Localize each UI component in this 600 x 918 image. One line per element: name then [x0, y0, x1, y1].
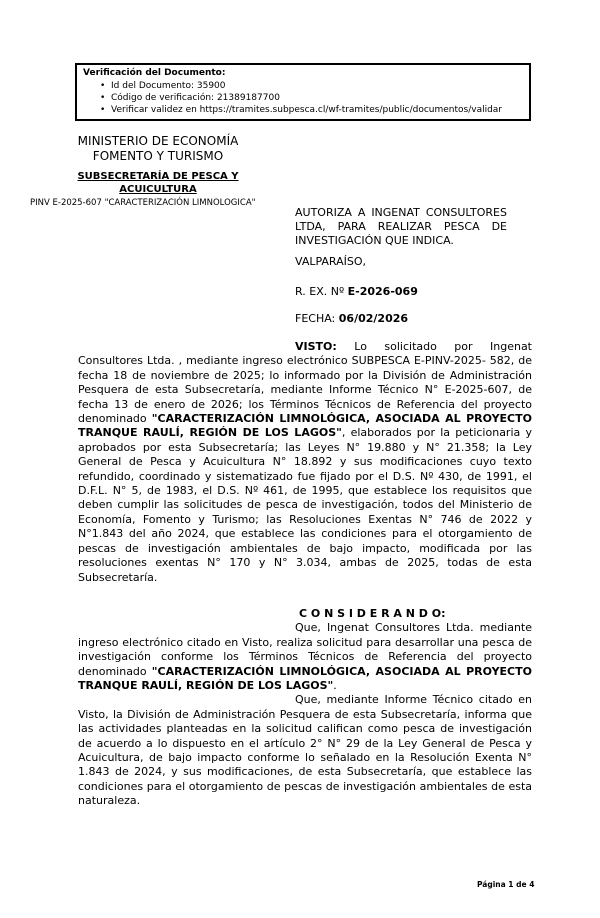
- considerando-heading: C O N S I D E R A N D O:: [299, 606, 446, 620]
- page-number: Página 1 de 4: [477, 880, 535, 889]
- resolution-number-value: E-2026-069: [347, 285, 418, 298]
- agency-name: [30, 170, 286, 196]
- visto-text: Lo solicitado por Ingenat Consultores Ltda. , mediante ingreso electrónico SUBPESCA E-PINV-2025- 582, de fecha 18 de noviembre de 2025; lo informado por la División de Administración Pesquera de esta Subsecretaría, mediante Informe Técnico N° E-2025-607, de fecha 13 de enero de 2026; los Términos Técnicos de Referencia del proyecto denominado: [78, 340, 532, 426]
- agency-line-2: ACUICULTURA: [119, 184, 197, 195]
- visto-project-title: "CARACTERIZACIÓN LIMNOLÓGICA, ASOCIADA AL PROYECTO TRANQUE RAULÍ, REGIÓN DE LOS LAGOS": [78, 412, 532, 440]
- resolution-body: [78, 340, 532, 809]
- verification-item-code: • Código de verificación: 21389187700: [83, 92, 523, 104]
- paragraph-1-text: Que, Ingenat Consultores Ltda. mediante ingreso electrónico citado en Visto, realiza solicitud para desarrollar una pesca de investigación conforme los Términos Técnicos de Referencia del proyecto denominado: [78, 621, 532, 678]
- city-line: VALPARAÍSO,: [295, 255, 367, 268]
- verification-list: [83, 80, 523, 116]
- agency-line-1: SUBSECRETARÍA DE PESCA Y: [77, 171, 239, 182]
- resolution-number-label: R. EX. Nº: [295, 285, 348, 298]
- verification-item-url: • Verificar validez en https://tramites.subpesca.cl/wf-tramites/public/documentos/validar: [83, 104, 523, 116]
- date-value: 06/02/2026: [338, 312, 409, 325]
- ministry-line-2: FOMENTO Y TURISMO: [92, 149, 224, 163]
- considerando-paragraph-1: [78, 621, 532, 693]
- visto-paragraph: [78, 340, 532, 585]
- visto-label: VISTO:: [295, 340, 337, 353]
- verification-title: Verificación del Documento:: [83, 68, 226, 78]
- ministry-line-1: MINISTERIO DE ECONOMÍA: [77, 134, 239, 148]
- resolution-date-line: [295, 312, 408, 325]
- paragraph-1-project-title: "CARACTERIZACIÓN LIMNOLÓGICA, ASOCIADA AL PROYECTO TRANQUE RAULÍ, REGIÓN DE LOS LAGOS": [78, 664, 532, 692]
- project-reference: PINV E-2025-607 "CARACTERIZACIÓN LIMNOLOGICA": [30, 198, 256, 208]
- verification-item-document-id: • Id del Documento: 35900: [83, 80, 523, 92]
- ministry-header: [30, 134, 286, 196]
- visto-text-continued: , elaborados por la peticionaria y aprobados por esta Subsecretaría; las Leyes N° 19.880 y N° 21.358; la Ley General de Pesca y Acuicultura N° 18.892 y sus modificaciones cuyo texto refundido, coordinado y sistematizado fue fijado por el D.S. Nº 430, de 1991, el D.F.L. N° 5, de 1983, el D.S. Nº 461, de 1995, que establece los requisitos que deben cumplir las solicitudes de pesca de investigación, todos del Ministerio de Economía, Fomento y Turismo; las Resoluciones Exentas N° 746 de 2022 y N°1.843 del año 2024, que establece las condiciones para el otorgamiento de pescas de investigación ambientales de bajo impacto, modificada por las resoluciones exentas N° 170 y N° 3.034, ambas de 2025, todas de esta Subsecretaría.: [78, 426, 532, 584]
- date-label: FECHA:: [295, 312, 339, 325]
- verification-box: [75, 63, 531, 121]
- paragraph-1-period: .: [333, 678, 337, 692]
- resolution-subject: AUTORIZA A INGENAT CONSULTORES LTDA, PARA REALIZAR PESCA DE INVESTIGACIÓN QUE INDICA.: [295, 206, 507, 247]
- resolution-number-line: [295, 285, 418, 298]
- considerando-paragraph-2: Que, mediante Informe Técnico citado en Visto, la División de Administración Pesquera de esta Subsecretaría, informa que las actividades planteadas en la solicitud califican como pesca de investigación de acuerdo a lo dispuesto en el artículo 2° N° 29 de la Ley General de Pesca y Acuicultura, de bajo impacto conforme lo señalado en la Resolución Exenta N° 1.843 de 2024, y sus modificaciones, de esta Subsecretaría, que establece las condiciones para el otorgamiento de pescas de investigación ambientales de esta naturaleza.: [78, 693, 532, 808]
